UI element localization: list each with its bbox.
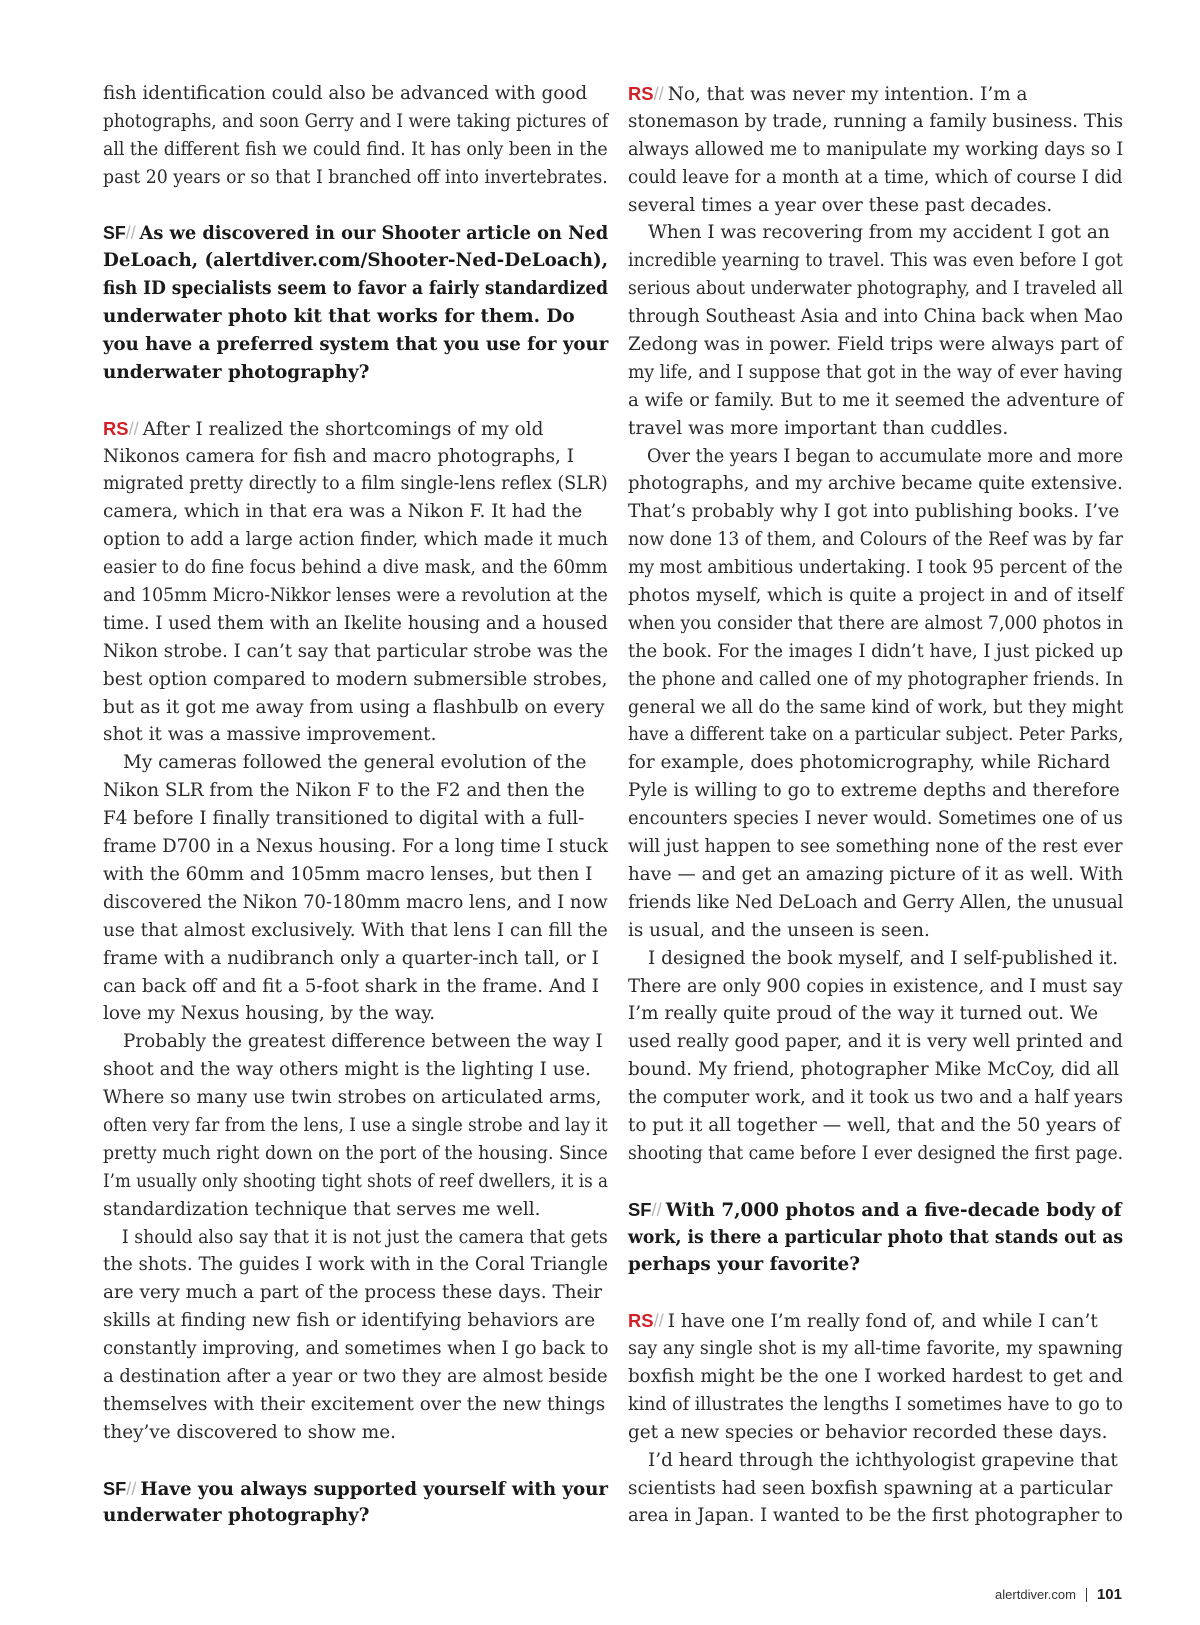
- text-line: time. I used them with an Ikelite housing and a housed: [103, 612, 608, 634]
- text-line: photographs, and soon Gerry and I were taking pictures of: [103, 110, 609, 132]
- question-text: As we discovered in our Shooter article on Ned: [139, 223, 609, 245]
- text-line: photos myself, which is quite a project in and of itself: [628, 585, 1124, 607]
- question-text: underwater photography?: [103, 1505, 370, 1527]
- text-line: Over the years I began to accumulate more and more: [647, 445, 1124, 467]
- question-text: DeLoach, (alertdiver.com/Shooter-Ned-DeLoach),: [103, 250, 609, 272]
- text-line: all the different fish we could find. It has only been in the: [103, 138, 608, 160]
- page-footer: [995, 1586, 1122, 1603]
- answer-block: [628, 1307, 1123, 1446]
- answer-block: [628, 80, 1123, 219]
- text-line: My cameras followed the general evolution of the: [123, 752, 587, 774]
- text-line: with the 60mm and 105mm macro lenses, but then I: [103, 863, 593, 885]
- page-number: 101: [1096, 1586, 1122, 1603]
- question-text: Have you always supported yourself with your: [140, 1478, 608, 1500]
- text-line: frame D700 in a Nexus housing. For a long time I stuck: [103, 836, 609, 858]
- text-line: now done 13 of them, and Colours of the Reef was by far: [628, 529, 1124, 551]
- question-block: [103, 219, 608, 386]
- text-line: Nikon strobe. I can’t say that particular strobe was the: [103, 640, 609, 662]
- text-line: the computer work, and it took us two and a half years: [628, 1087, 1124, 1109]
- text-line: constantly improving, and sometimes when I go back to: [103, 1338, 609, 1360]
- text-line: the shots. The guides I work with in the Coral Triangle: [103, 1254, 608, 1276]
- sf-label: SF: [103, 1477, 127, 1499]
- text-line: shooting that came before I ever designed the first page.: [628, 1142, 1124, 1164]
- text-line: is usual, and the unseen is seen.: [628, 919, 930, 941]
- text-line: camera, which in that era was a Nikon F. It had the: [103, 501, 583, 523]
- text-line: encounters species I never would. Sometimes one of us: [628, 808, 1123, 830]
- text-line: area in Japan. I wanted to be the first photographer to: [628, 1505, 1123, 1527]
- text-line: through Southeast Asia and into China back when Mao: [628, 306, 1124, 328]
- text-line: have — and get an amazing picture of it as well. With: [628, 863, 1124, 885]
- question-block: [628, 1196, 1123, 1280]
- paragraph: [628, 219, 1123, 442]
- text-line: pretty much right down on the port of the housing. Since: [103, 1142, 608, 1164]
- answer-block: [103, 415, 608, 750]
- text-line: F4 before I finally transitioned to digital with a full-: [103, 808, 585, 830]
- text-line: travel was more important than cuddles.: [628, 417, 1009, 439]
- answer-text: After I realized the shortcomings of my old: [142, 418, 544, 440]
- text-line: serious about underwater photography, and I traveled all: [628, 278, 1123, 300]
- text-line: When I was recovering from my accident I got an: [648, 222, 1110, 244]
- text-line: Pyle is willing to go to extreme depths and therefore: [628, 780, 1120, 802]
- slash-mark: //: [651, 1198, 662, 1220]
- answer-text: I have one I’m really fond of, and while I can’t: [667, 1311, 1098, 1333]
- text-line: migrated pretty directly to a film single-lens reflex (SLR): [103, 473, 608, 495]
- site-url: alertdiver.com: [995, 1587, 1076, 1602]
- text-line: often very far from the lens, I use a single strobe and lay it: [103, 1114, 608, 1136]
- text-line: Nikonos camera for fish and macro photographs, I: [103, 445, 575, 467]
- text-line: skills at finding new fish or identifying behaviors are: [103, 1310, 596, 1332]
- text-line: a destination after a year or two they are almost beside: [103, 1365, 608, 1387]
- answer-text: No, that was never my intention. I’m a: [667, 84, 1028, 105]
- text-line: but as it got me away from using a flashbulb on every: [103, 696, 605, 718]
- paragraph: [103, 80, 608, 192]
- text-line: Probably the greatest difference between the way I: [123, 1031, 603, 1053]
- text-line: always allowed me to manipulate my working days so I: [628, 138, 1124, 160]
- paragraph: [103, 1224, 608, 1447]
- text-line: shot it was a massive improvement.: [103, 724, 437, 746]
- text-line: Nikon SLR from the Nikon F to the F2 and then the: [103, 780, 585, 802]
- text-line: they’ve discovered to show me.: [103, 1421, 396, 1443]
- right-column: [628, 80, 1123, 1530]
- question-text: you have a preferred system that you use for your: [103, 334, 609, 356]
- text-line: a wife or family. But to me it seemed the adventure of: [628, 389, 1124, 411]
- text-line: general we all do the same kind of work, but they might: [628, 696, 1124, 718]
- text-line: best option compared to modern submersible strobes,: [103, 668, 608, 690]
- paragraph: [103, 749, 608, 1028]
- text-line: my life, and I suppose that got in the way of ever having: [628, 361, 1123, 383]
- question-block: [103, 1475, 608, 1531]
- rs-label: RS: [628, 83, 654, 104]
- left-column: [103, 80, 608, 1530]
- text-line: my most ambitious undertaking. I took 95 percent of the: [628, 557, 1123, 579]
- text-line: frame with a nudibranch only a quarter-inch tall, or I: [103, 947, 599, 969]
- paragraph: [103, 1028, 608, 1223]
- text-line: kind of illustrates the lengths I sometimes have to go to: [628, 1393, 1123, 1415]
- slash-mark: //: [125, 222, 136, 244]
- text-line: use that almost exclusively. With that lens I can fill the: [103, 919, 608, 941]
- question-text: fish ID specialists seem to favor a fairly standardized: [103, 278, 609, 300]
- text-line: I’m usually only shooting tight shots of reef dwellers, it is a: [103, 1170, 609, 1192]
- slash-mark: //: [653, 1310, 664, 1332]
- text-line: get a new species or behavior recorded these days.: [628, 1421, 1108, 1443]
- text-line: incredible yearning to travel. This was even before I got: [628, 250, 1123, 272]
- text-line: could leave for a month at a time, which of course I did: [628, 166, 1123, 188]
- text-line: the book. For the images I didn’t have, I just picked up: [628, 640, 1124, 662]
- text-line: for example, does photomicrography, while Richard: [628, 752, 1111, 774]
- text-line: the phone and called one of my photographer friends. In: [628, 668, 1124, 690]
- text-line: love my Nexus housing, by the way.: [103, 1003, 436, 1025]
- text-line: can back off and fit a 5-foot shark in the frame. And I: [103, 975, 599, 997]
- question-text: underwater photo kit that works for them. Do: [103, 306, 575, 328]
- text-line: scientists had seen boxfish spawning at a particular: [628, 1477, 1113, 1499]
- question-text: work, is there a particular photo that stands out as: [628, 1226, 1124, 1248]
- text-line: past 20 years or so that I branched off into invertebrates.: [103, 166, 608, 188]
- sf-label: SF: [628, 1198, 652, 1220]
- footer-divider: [1086, 1588, 1087, 1602]
- paragraph: [628, 1447, 1123, 1531]
- text-line: option to add a large action finder, which made it much: [103, 529, 608, 551]
- text-line: I should also say that it is not just the camera that gets: [121, 1226, 608, 1248]
- text-line: I’d heard through the ichthyologist grapevine that: [648, 1449, 1118, 1471]
- text-line: discovered the Nikon 70-180mm macro lens, and I now: [103, 891, 608, 913]
- text-line: shoot and the way others might is the lighting I use.: [103, 1059, 591, 1081]
- text-line: are very much a part of the process these days. Their: [103, 1282, 603, 1304]
- text-line: will just happen to see something none of the rest ever: [628, 836, 1123, 858]
- text-line: say any single shot is my all-time favorite, my spawning: [628, 1338, 1123, 1360]
- question-text: perhaps your favorite?: [628, 1254, 860, 1276]
- paragraph: [628, 945, 1123, 1168]
- text-line: photographs, and my archive became quite extensive.: [628, 473, 1123, 495]
- text-line: themselves with their excitement over the new things: [103, 1393, 606, 1415]
- text-line: and 105mm Micro-Nikkor lenses were a revolution at the: [103, 585, 608, 607]
- slash-mark: //: [126, 1477, 137, 1499]
- rs-label: RS: [103, 417, 129, 439]
- text-line: I’m really quite proud of the way it turned out. We: [628, 1003, 1099, 1025]
- slash-mark: //: [653, 83, 664, 104]
- text-line: several times a year over these past decades.: [628, 194, 1053, 216]
- paragraph: [628, 443, 1123, 945]
- text-line: boxfish might be the one I worked hardest to get and: [628, 1365, 1123, 1387]
- text-line: when you consider that there are almost 7,000 photos in: [628, 612, 1124, 634]
- rs-label: RS: [628, 1310, 654, 1332]
- text-line: There are only 900 copies in existence, and I must say: [628, 975, 1123, 997]
- text-line: to put it all together — well, that and the 50 years of: [628, 1114, 1121, 1136]
- text-line: I designed the book myself, and I self-published it.: [648, 947, 1119, 969]
- text-line: Where so many use twin strobes on articulated arms,: [103, 1087, 602, 1109]
- question-text: With 7,000 photos and a five-decade body of: [665, 1199, 1122, 1221]
- text-line: used really good paper, and it is very well printed and: [628, 1031, 1123, 1053]
- text-line: standardization technique that serves me well.: [103, 1198, 541, 1220]
- text-line: friends like Ned DeLoach and Gerry Allen, the unusual: [628, 891, 1124, 913]
- question-text: underwater photography?: [103, 361, 370, 383]
- text-line: bound. My friend, photographer Mike McCoy, did all: [628, 1059, 1120, 1081]
- text-line: That’s probably why I got into publishing books. I’ve: [628, 501, 1120, 523]
- text-line: Zedong was in power. Field trips were always part of: [628, 334, 1123, 356]
- text-line: fish identification could also be advanced with good: [103, 83, 588, 104]
- text-line: stonemason by trade, running a family business. This: [628, 110, 1124, 132]
- text-line: easier to do fine focus behind a dive mask, and the 60mm: [103, 557, 608, 579]
- slash-mark: //: [128, 417, 139, 439]
- text-line: have a different take on a particular subject. Peter Parks,: [628, 724, 1124, 746]
- sf-label: SF: [103, 222, 126, 244]
